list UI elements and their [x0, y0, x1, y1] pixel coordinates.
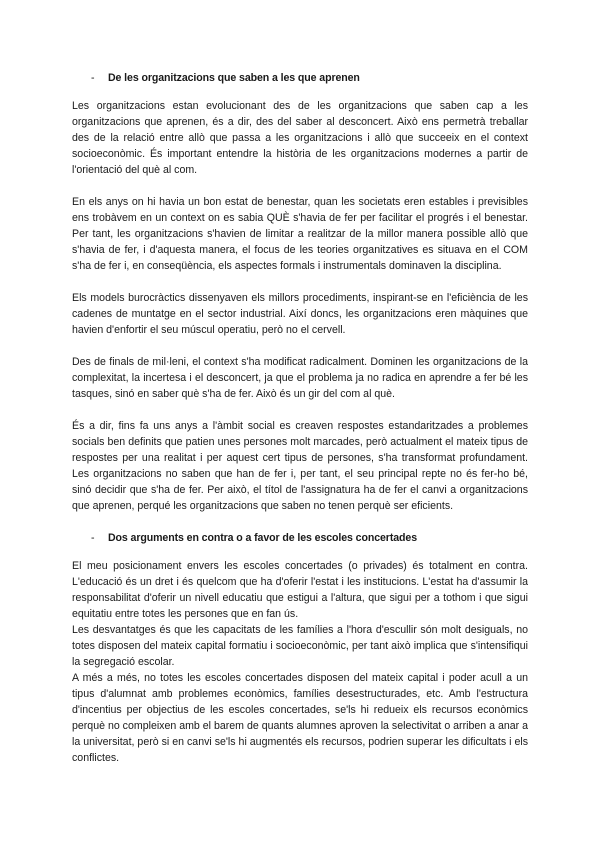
heading-text: De les organitzacions que saben a les que aprenen — [108, 72, 360, 84]
paragraph: En els anys on hi havia un bon estat de benestar, quan les societats eren estables i previsibles ens trobàvem en un context on es sabia QUÈ s'havia de fer per facilitar el progrés i el benestar. Per tant, les organitzacions s'havien de limitar a realitzar de la millor manera possible allò que s'havia de fer, i d'aquesta manera, el focus de les teories organitzatives es situava en el COM s'ha de fer i, en conseqüència, els aspectes formals i instrumentals dominaven la disciplina. — [72, 196, 528, 272]
paragraph: Les desvantatges és que les capacitats de les famílies a l'hora d'escullir són molt desiguals, no totes disposen del mateix capital formatiu i socioeconòmic, per tant això implica que s'intensifiqui la segregació escolar. — [72, 624, 528, 668]
section-heading-escoles-concertades — [72, 530, 528, 546]
bullet-dash: - — [91, 72, 95, 84]
paragraph: Els models burocràctics dissenyaven els millors procediments, inspirant-se en l'eficiència de les cadenes de muntatge en el sector industrial. Així doncs, les organitzacions eren màquines que havien d'enfortir el seu múscul operatiu, però no el cervell. — [72, 292, 528, 336]
section-heading-organitzacions — [72, 70, 528, 86]
paragraph: El meu posicionament envers les escoles concertades (o privades) és totalment en contra. L'educació és un dret i és quelcom que ha d'oferir l'estat i les institucions. L'estat ha d'assumir la responsabilitat d'oferir un nivell educatiu que estigui a l'altura, que sigui per a tothom i que sigui equitatiu entre totes les persones que en fan ús. — [72, 560, 528, 620]
paragraph: És a dir, fins fa uns anys a l'àmbit social es creaven respostes estandaritzades a problemes socials ben definits que patien unes persones molt marcades, però actualment el mateix tipus de respostes per una realitat i per aquest cert tipus de persones, s'ha transformat profundament. Les organitzacions no saben que han de fer i, per tant, el seu principal repte no és fer-ho bé, sinó decidir que s'ha de fer. Per això, el títol de l'assignatura ha de fer el canvi a organitzacions que aprenen, perqué les organitzacions que saben no tenen perquè ser eficients. — [72, 420, 528, 512]
document-page — [72, 70, 528, 766]
heading-text: Dos arguments en contra o a favor de les escoles concertades — [108, 532, 417, 544]
bullet-dash: - — [91, 532, 95, 544]
paragraph: A més a més, no totes les escoles concertades disposen del mateix capital i poder acull a un tipus d'alumnat amb problemes econòmics, famílies desestructurades, etc. Amb l'estructura d'incentius per objectius de les escoles concertades, se'ls hi redueix els recursos econòmics perquè no compleixen amb el barem de quants alumnes aproven la selectivitat o arriben a anar a la universitat, però si en canvi se'ls hi augmentés els recursos, podrien superar les dificultats i els conflictes. — [72, 672, 528, 764]
paragraph: Les organitzacions estan evolucionant des de les organitzacions que saben cap a les organitzacions que aprenen, és a dir, des del saber al desconcert. Això ens permetrà treballar des de la relació entre allò que passa a les organitzacions i allò que succeeix en el context socioeconòmic. És important entendre la història de les organitzacions modernes a partir de l'orientació del què al com. — [72, 100, 528, 176]
paragraph: Des de finals de mil·leni, el context s'ha modificat radicalment. Dominen les organitzacions de la complexitat, la incertesa i el desconcert, ja que el problema ja no radica en aprendre a fer bé les tasques, sinó en saber què s'ha de fer. Això és un gir del com al què. — [72, 356, 528, 400]
